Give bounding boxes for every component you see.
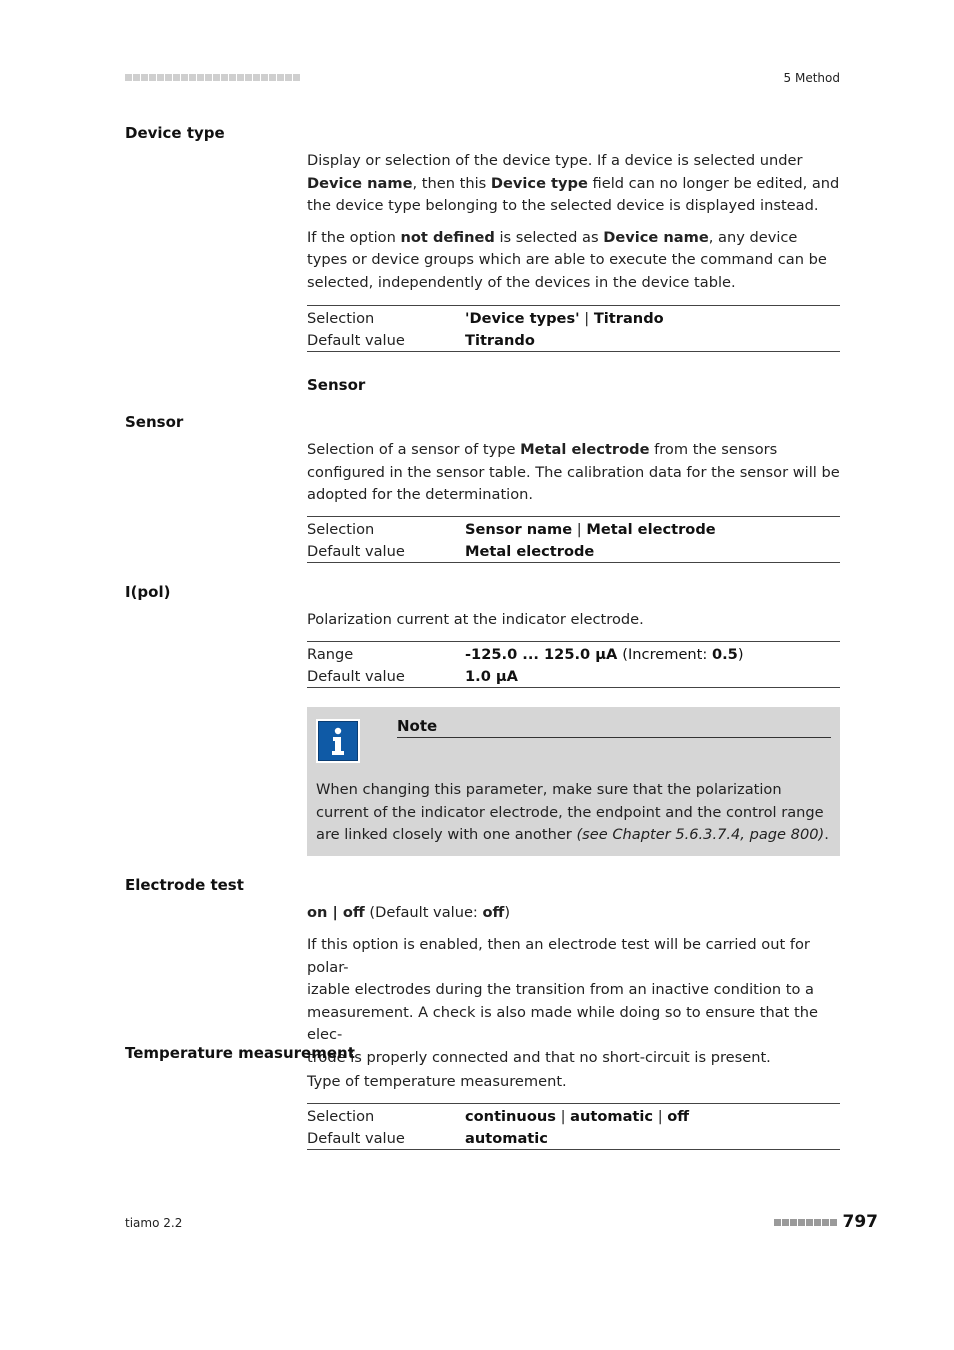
selection-option: 'Device types' — [465, 309, 580, 327]
on-off-values: on | off — [307, 904, 365, 921]
decoration-square — [782, 1219, 789, 1226]
temperature-description — [307, 1071, 840, 1094]
bold-term: Metal electrode — [520, 441, 650, 458]
default-value: Titrando — [465, 331, 535, 349]
line: izable electrodes during the transition from an inactive condition to a — [307, 981, 814, 999]
bold-term: not defined — [400, 228, 495, 246]
decoration-square — [181, 74, 188, 81]
default-label: Default value — [307, 542, 405, 560]
increment-value: 0.5 — [711, 645, 738, 663]
selection-option: Metal electrode — [586, 520, 716, 538]
note-text — [316, 779, 834, 847]
decoration-square — [285, 74, 292, 81]
temperature-paragraph: Type of temperature measurement. — [307, 1073, 567, 1090]
default-value: off — [482, 904, 505, 921]
default-prefix: (Default value: — [364, 904, 483, 921]
device-type-value-table — [307, 305, 840, 352]
decoration-square — [189, 74, 196, 81]
selection-label: Selection — [307, 520, 375, 538]
device-type-description — [307, 150, 840, 295]
default-value: automatic — [465, 1129, 548, 1147]
decoration-square — [261, 74, 268, 81]
decoration-square — [133, 74, 140, 81]
decoration-square — [229, 74, 236, 81]
decoration-square — [790, 1219, 797, 1226]
text-run: Selection of a sensor of type — [307, 441, 521, 458]
ipol-description — [307, 609, 840, 632]
decoration-square — [245, 74, 252, 81]
sensor-heading: Sensor — [125, 413, 184, 431]
text-run: If the option — [307, 228, 401, 246]
text-run: , any device types or device groups which are able to execute the command can be selected, independently of the devices in the device table. — [307, 228, 827, 291]
selection-option: continuous — [465, 1107, 556, 1125]
decoration-square — [221, 74, 228, 81]
electrode-test-options — [307, 902, 840, 925]
decoration-square — [798, 1219, 805, 1226]
device-type-paragraph-1 — [307, 150, 840, 218]
bold-term: Device name — [603, 228, 709, 246]
decoration-square — [213, 74, 220, 81]
default-row — [307, 665, 840, 687]
ipol-paragraph: Polarization current at the indicator electrode. — [307, 611, 644, 628]
range-value: -125.0 ... 125.0 µA — [465, 645, 618, 663]
electrode-test-description — [307, 934, 840, 1070]
text-run: is selected as — [494, 228, 604, 246]
bold-term: Device name — [307, 174, 413, 192]
decoration-square — [157, 74, 164, 81]
device-type-paragraph-2 — [307, 227, 840, 295]
default-row — [307, 540, 840, 562]
selection-row: Selection Sensor name | Metal electrode — [307, 520, 716, 538]
decoration-square — [293, 74, 300, 81]
selection-label: Selection — [307, 309, 375, 327]
default-value: Metal electrode — [465, 542, 595, 560]
decoration-square — [814, 1219, 821, 1226]
footer-decoration — [774, 1219, 837, 1226]
note-body: When changing this parameter, make sure that the polarization current of the indicator electrode, the endpoint and the control range are linked closely with one another — [316, 781, 824, 844]
default-suffix: ) — [504, 904, 511, 921]
selection-row: Selection 'Device types' | Titrando — [307, 309, 664, 327]
page-number-block — [774, 1212, 879, 1232]
product-name: tiamo 2.2 — [125, 1216, 183, 1230]
note-title: Note — [397, 717, 831, 738]
default-row — [307, 1127, 840, 1149]
range-row — [307, 643, 840, 665]
decoration-square — [830, 1219, 837, 1226]
decoration-square — [237, 74, 244, 81]
text-run: Display or selection of the device type. If a device is selected under — [307, 152, 803, 169]
device-type-heading: Device type — [125, 124, 225, 142]
selection-label: Selection — [307, 1107, 375, 1125]
line: measurement. A check is also made while doing so to ensure that the elec- — [307, 1003, 818, 1044]
decoration-square — [253, 74, 260, 81]
increment-suffix: ) — [737, 645, 744, 663]
bold-term: Device type — [490, 174, 588, 192]
default-label: Default value — [307, 667, 405, 685]
selection-row: Selection continuous | automatic | off — [307, 1107, 690, 1125]
info-icon — [316, 719, 360, 763]
selection-option: Sensor name — [465, 520, 573, 538]
increment-prefix: (Increment: — [622, 645, 712, 663]
chapter-title: 5 Method — [783, 71, 840, 85]
page-number: 797 — [842, 1212, 878, 1232]
electrode-test-heading: Electrode test — [125, 876, 244, 894]
ipol-value-table — [307, 641, 840, 688]
default-label: Default value — [307, 1129, 405, 1147]
note-box — [307, 707, 840, 856]
decoration-square — [125, 74, 132, 81]
decoration-square — [173, 74, 180, 81]
decoration-square — [277, 74, 284, 81]
text-run: field can no longer be edited, and the device type belonging to the selected device is displayed instead. — [307, 174, 840, 215]
default-label: Default value — [307, 331, 405, 349]
decoration-square — [806, 1219, 813, 1226]
decoration-square — [822, 1219, 829, 1226]
line: If this option is enabled, then an electrode test will be carried out for polar- — [307, 936, 810, 976]
selection-option: off — [667, 1107, 690, 1125]
default-value: 1.0 µA — [465, 667, 518, 685]
text-run: from the sensors configured in the sensor table. The calibration data for the sensor will be adopted for the determination. — [307, 441, 840, 504]
selection-option: automatic — [570, 1107, 654, 1125]
default-row — [307, 329, 840, 351]
note-end: . — [824, 826, 829, 844]
decoration-square — [205, 74, 212, 81]
decoration-square — [165, 74, 172, 81]
ipol-heading: I(pol) — [125, 583, 171, 601]
temperature-measurement-heading: Temperature measurement — [125, 1044, 355, 1062]
decoration-square — [149, 74, 156, 81]
decoration-square — [197, 74, 204, 81]
decoration-square — [774, 1219, 781, 1226]
decoration-square — [141, 74, 148, 81]
text-run: , then this — [412, 174, 491, 192]
sensor-value-table — [307, 516, 840, 563]
range-label: Range — [307, 645, 354, 663]
sensor-section-heading: Sensor — [307, 376, 366, 394]
selection-option: Titrando — [593, 309, 664, 327]
sensor-paragraph — [307, 439, 840, 507]
temperature-value-table — [307, 1103, 840, 1150]
decoration-square — [269, 74, 276, 81]
line: trode is properly connected and that no short-circuit is present. — [307, 1048, 771, 1066]
sensor-description — [307, 439, 840, 507]
chapter-reference-link[interactable]: (see Chapter 5.6.3.7.4, page 800) — [576, 826, 825, 844]
header-decoration — [125, 74, 300, 81]
